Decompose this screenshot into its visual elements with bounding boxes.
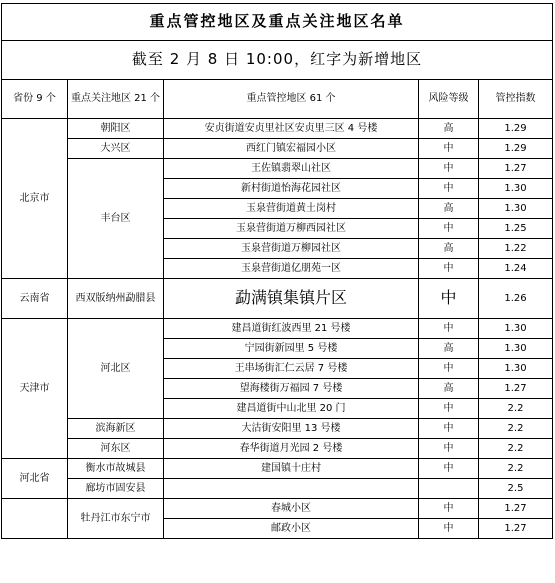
focus-area-cell: 西双版纳州勐腊县 <box>68 279 164 319</box>
control-index-cell: 1.30 <box>479 319 553 339</box>
focus-area-cell: 牡丹江市东宁市 <box>68 499 164 539</box>
risk-level-cell: 中 <box>419 259 479 279</box>
risk-level-cell: 中 <box>419 139 479 159</box>
control-area-cell: 春城小区 <box>164 499 419 519</box>
control-area-cell: 新村街道怡海花园社区 <box>164 179 419 199</box>
control-index-cell: 1.30 <box>479 199 553 219</box>
control-index-cell: 1.29 <box>479 119 553 139</box>
risk-level-cell: 中 <box>419 499 479 519</box>
control-index-cell: 1.30 <box>479 339 553 359</box>
focus-area-cell: 廊坊市固安县 <box>68 479 164 499</box>
control-area-cell: 宁园街新园里 5 号楼 <box>164 339 419 359</box>
header-control-areas: 重点管控地区 61 个 <box>164 80 419 119</box>
control-area-cell: 建国镇十庄村 <box>164 459 419 479</box>
control-index-cell: 1.30 <box>479 359 553 379</box>
risk-level-cell: 中 <box>419 399 479 419</box>
province-cell: 河北省 <box>2 459 68 499</box>
risk-level-cell: 中 <box>419 159 479 179</box>
control-area-cell: 邮政小区 <box>164 519 419 539</box>
risk-level-cell: 中 <box>419 419 479 439</box>
control-index-cell: 1.24 <box>479 259 553 279</box>
focus-area-cell: 河北区 <box>68 319 164 419</box>
risk-level-cell: 中 <box>419 459 479 479</box>
province-cell: 天津市 <box>2 319 68 459</box>
control-index-cell: 2.5 <box>479 479 553 499</box>
control-index-cell: 1.22 <box>479 239 553 259</box>
risk-level-cell: 中 <box>419 359 479 379</box>
control-area-cell: 西红门镇宏福园小区 <box>164 139 419 159</box>
control-index-cell: 1.27 <box>479 159 553 179</box>
control-area-cell: 大沽街安阳里 13 号楼 <box>164 419 419 439</box>
focus-area-cell: 朝阳区 <box>68 119 164 139</box>
risk-level-cell: 中 <box>419 319 479 339</box>
province-cell: 云南省 <box>2 279 68 319</box>
control-area-cell: 建昌道街中山北里 20 门 <box>164 399 419 419</box>
risk-level-cell: 中 <box>419 279 479 319</box>
control-area-cell: 玉泉营街道万柳园社区 <box>164 239 419 259</box>
risk-level-cell: 高 <box>419 379 479 399</box>
control-area-cell: 王串场街汇仁云居 7 号楼 <box>164 359 419 379</box>
control-areas-table <box>1 3 553 539</box>
risk-level-cell: 高 <box>419 239 479 259</box>
risk-level-cell: 中 <box>419 439 479 459</box>
control-area-cell: 玉泉营街道黄土岗村 <box>164 199 419 219</box>
control-index-cell: 2.2 <box>479 399 553 419</box>
control-index-cell: 1.27 <box>479 519 553 539</box>
focus-area-cell: 丰台区 <box>68 159 164 279</box>
control-index-cell: 1.27 <box>479 499 553 519</box>
control-area-cell: 勐满镇集镇片区 <box>164 279 419 319</box>
header-focus-areas: 重点关注地区 21 个 <box>68 80 164 119</box>
province-cell <box>2 499 68 539</box>
header-province: 省份 9 个 <box>2 80 68 119</box>
risk-level-cell: 中 <box>419 179 479 199</box>
control-index-cell: 1.27 <box>479 379 553 399</box>
control-index-cell: 1.29 <box>479 139 553 159</box>
header-risk-level: 风险等级 <box>419 80 479 119</box>
control-index-cell: 1.30 <box>479 179 553 199</box>
control-area-cell: 玉泉营街道万柳西园社区 <box>164 219 419 239</box>
control-index-cell: 2.2 <box>479 459 553 479</box>
table-subtitle: 截至 2 月 8 日 10:00，红字为新增地区 <box>2 41 553 80</box>
focus-area-cell: 河东区 <box>68 439 164 459</box>
control-area-cell <box>164 479 419 499</box>
control-area-cell: 王佐镇翡翠山社区 <box>164 159 419 179</box>
risk-level-cell: 高 <box>419 119 479 139</box>
control-index-cell: 2.2 <box>479 439 553 459</box>
control-area-cell: 安贞街道安贞里社区安贞里三区 4 号楼 <box>164 119 419 139</box>
risk-level-cell: 高 <box>419 199 479 219</box>
header-control-index: 管控指数 <box>479 80 553 119</box>
risk-level-cell: 中 <box>419 219 479 239</box>
focus-area-cell: 滨海新区 <box>68 419 164 439</box>
control-index-cell: 1.26 <box>479 279 553 319</box>
control-index-cell: 2.2 <box>479 419 553 439</box>
focus-area-cell: 衡水市故城县 <box>68 459 164 479</box>
control-area-cell: 玉泉营街道亿朋苑一区 <box>164 259 419 279</box>
risk-level-cell: 中 <box>419 519 479 539</box>
province-cell: 北京市 <box>2 119 68 279</box>
control-area-cell: 望海楼街万福园 7 号楼 <box>164 379 419 399</box>
risk-level-cell: 高 <box>419 339 479 359</box>
table-title: 重点管控地区及重点关注地区名单 <box>2 4 553 41</box>
focus-area-cell: 大兴区 <box>68 139 164 159</box>
control-area-cell: 春华街道月光园 2 号楼 <box>164 439 419 459</box>
risk-level-cell <box>419 479 479 499</box>
control-index-cell: 1.25 <box>479 219 553 239</box>
control-area-cell: 建昌道街红波西里 21 号楼 <box>164 319 419 339</box>
